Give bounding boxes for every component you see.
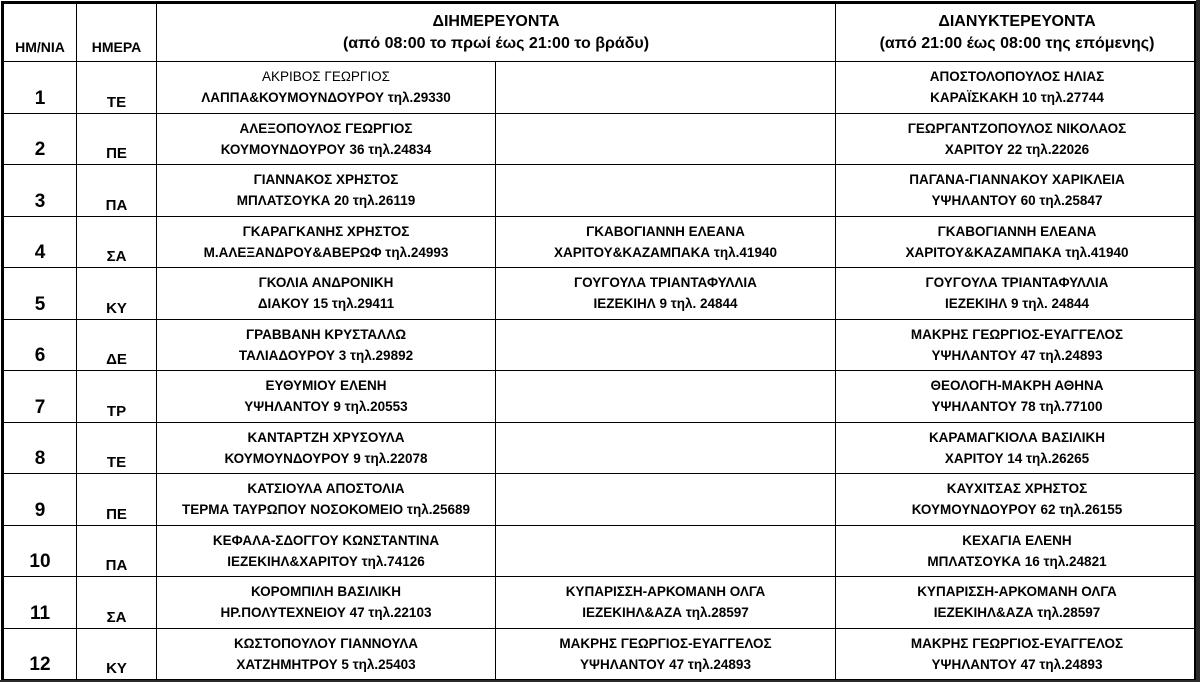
- pharmacy-address-phone: ΧΑΤΖΗΜΗΤΡΟΥ 5 τηλ.25403: [236, 656, 416, 672]
- daytime-pharmacy-primary: [157, 113, 496, 165]
- pharmacy-name: ΑΛΕΞΟΠΟΥΛΟΣ ΓΕΩΡΓΙΟΣ: [239, 120, 413, 136]
- row-day: ΤΡ: [77, 371, 157, 423]
- table-row: [4, 268, 1199, 320]
- table-row: [4, 113, 1199, 165]
- pharmacy-address-phone: ΤΕΡΜΑ ΤΑΥΡΩΠΟΥ ΝΟΣΟΚΟΜΕΙΟ τηλ.25689: [181, 502, 471, 518]
- daytime-pharmacy-primary: [157, 577, 496, 629]
- pharmacy-name: ΜΑΚΡΗΣ ΓΕΩΡΓΙΟΣ-ΕΥΑΓΓΕΛΟΣ: [910, 635, 1124, 651]
- daytime-pharmacy-secondary: [496, 525, 836, 577]
- pharmacy-address-phone: ΧΑΡΙΤΟΥ 14 τηλ.26265: [944, 450, 1090, 466]
- pharmacy-name: ΓΟΥΓΟΥΛΑ ΤΡΙΑΝΤΑΦΥΛΛΙΑ: [925, 275, 1109, 291]
- night-pharmacy: [836, 319, 1199, 371]
- pharmacy-address-phone: ΥΨΗΛΑΝΤΟΥ 78 τηλ.77100: [931, 399, 1103, 415]
- pharmacy-address-phone: ΚΑΡΑΪΣΚΑΚΗ 10 τηλ.27744: [930, 90, 1104, 106]
- header-daytime: [157, 4, 836, 62]
- daytime-pharmacy-secondary: [496, 474, 836, 526]
- pharmacy-name: ΚΑΡΑΜΑΓΚΙΟΛΑ ΒΑΣΙΛΙΚΗ: [928, 429, 1106, 445]
- pharmacy-name: ΓΚΑΒΟΓΙΑΝΝΗ ΕΛΕΑΝΑ: [937, 223, 1097, 239]
- daytime-pharmacy-secondary: [496, 371, 836, 423]
- pharmacy-address-phone: ΜΠΛΑΤΣΟΥΚΑ 16 τηλ.24821: [927, 553, 1107, 569]
- row-date: 2: [4, 113, 77, 165]
- row-day: ΣΑ: [77, 577, 157, 629]
- daytime-pharmacy-primary: [157, 422, 496, 474]
- row-date: 4: [4, 216, 77, 268]
- row-date: 1: [4, 62, 77, 114]
- pharmacy-name: ΜΑΚΡΗΣ ΓΕΩΡΓΙΟΣ-ΕΥΑΓΓΕΛΟΣ: [559, 635, 772, 651]
- night-pharmacy: [836, 525, 1199, 577]
- pharmacy-address-phone: ΥΨΗΛΑΝΤΟΥ 60 τηλ.25847: [931, 193, 1103, 209]
- pharmacy-name: ΑΠΟΣΤΟΛΟΠΟΥΛΟΣ ΗΛΙΑΣ: [929, 69, 1105, 85]
- pharmacy-address-phone: ΙΕΖΕΚΙΗΛ&ΑΖΑ τηλ.28597: [933, 605, 1101, 621]
- pharmacy-duty-table: [3, 3, 1199, 680]
- night-pharmacy: [836, 628, 1199, 680]
- night-pharmacy: [836, 62, 1199, 114]
- pharmacy-name: ΚΑΥΧΙΤΣΑΣ ΧΡΗΣΤΟΣ: [946, 481, 1088, 497]
- pharmacy-schedule-frame: [1, 1, 1196, 681]
- daytime-pharmacy-secondary: [496, 165, 836, 217]
- header-daytime-title: ΔΙΗΜΕΡΕΥΟΝΤΑ: [432, 12, 560, 30]
- pharmacy-name: ΑΚΡΙΒΟΣ ΓΕΩΡΓΙΟΣ: [262, 69, 390, 85]
- pharmacy-name: ΠΑΓΑΝΑ-ΓΙΑΝΝΑΚΟΥ ΧΑΡΙΚΛΕΙΑ: [909, 172, 1125, 188]
- pharmacy-name: ΚΑΝΤΑΡΤΖΗ ΧΡΥΣΟΥΛΑ: [247, 429, 405, 445]
- table-row: [4, 216, 1199, 268]
- header-night: [836, 4, 1199, 62]
- pharmacy-address-phone: ΥΨΗΛΑΝΤΟΥ 47 τηλ.24893: [931, 347, 1103, 363]
- row-date: 9: [4, 474, 77, 526]
- header-row: [4, 4, 1199, 62]
- right-edge-strip: [1196, 0, 1200, 682]
- table-row: [4, 525, 1199, 577]
- daytime-pharmacy-primary: [157, 371, 496, 423]
- row-date: 12: [4, 628, 77, 680]
- table-row: [4, 62, 1199, 114]
- daytime-pharmacy-primary: [157, 216, 496, 268]
- daytime-pharmacy-secondary: [496, 216, 836, 268]
- daytime-pharmacy-primary: [157, 165, 496, 217]
- daytime-pharmacy-primary: [157, 474, 496, 526]
- row-day: ΔΕ: [77, 319, 157, 371]
- daytime-pharmacy-secondary: [496, 422, 836, 474]
- header-day: ΗΜΕΡΑ: [77, 4, 157, 62]
- header-night-title: ΔΙΑΝΥΚΤΕΡΕΥΟΝΤΑ: [938, 12, 1096, 30]
- pharmacy-address-phone: ΙΕΖΕΚΙΗΛ 9 τηλ. 24844: [593, 296, 738, 312]
- daytime-pharmacy-primary: [157, 319, 496, 371]
- pharmacy-address-phone: ΚΟΥΜΟΥΝΔΟΥΡΟΥ 36 τηλ.24834: [220, 141, 432, 157]
- pharmacy-address-phone: ΙΕΖΕΚΙΗΛ&ΧΑΡΙΤΟΥ τηλ.74126: [227, 553, 425, 569]
- row-date: 8: [4, 422, 77, 474]
- pharmacy-address-phone: ΧΑΡΙΤΟΥ&ΚΑΖΑΜΠΑΚΑ τηλ.41940: [554, 244, 777, 260]
- table-row: [4, 319, 1199, 371]
- daytime-pharmacy-secondary: [496, 268, 836, 320]
- pharmacy-name: ΚΩΣΤΟΠΟΥΛΟΥ ΓΙΑΝΝΟΥΛΑ: [233, 635, 419, 651]
- row-date: 5: [4, 268, 77, 320]
- pharmacy-name: ΚΕΧΑΓΙΑ ΕΛΕΝΗ: [962, 532, 1072, 548]
- pharmacy-address-phone: ΥΨΗΛΑΝΤΟΥ 47 τηλ.24893: [580, 656, 751, 672]
- daytime-pharmacy-secondary: [496, 62, 836, 114]
- row-day: ΚΥ: [77, 268, 157, 320]
- table-row: [4, 165, 1199, 217]
- row-day: ΠΕ: [77, 474, 157, 526]
- row-day: ΠΕ: [77, 113, 157, 165]
- table-row: [4, 422, 1199, 474]
- pharmacy-name: ΜΑΚΡΗΣ ΓΕΩΡΓΙΟΣ-ΕΥΑΓΓΕΛΟΣ: [910, 326, 1124, 342]
- pharmacy-address-phone: ΙΕΖΕΚΙΗΛ&ΑΖΑ τηλ.28597: [582, 605, 749, 621]
- pharmacy-name: ΚΟΡΟΜΠΙΛΗ ΒΑΣΙΛΙΚΗ: [251, 584, 401, 600]
- pharmacy-name: ΓΚΟΛΙΑ ΑΝΔΡΟΝΙΚΗ: [258, 275, 394, 291]
- table-row: [4, 371, 1199, 423]
- night-pharmacy: [836, 474, 1199, 526]
- pharmacy-address-phone: ΚΟΥΜΟΥΝΔΟΥΡΟΥ 9 τηλ.22078: [224, 450, 428, 466]
- night-pharmacy: [836, 268, 1199, 320]
- night-pharmacy: [836, 577, 1199, 629]
- pharmacy-name: ΓΚΑΡΑΓΚΑΝΗΣ ΧΡΗΣΤΟΣ: [242, 223, 410, 239]
- pharmacy-address-phone: ΔΙΑΚΟΥ 15 τηλ.29411: [257, 296, 395, 312]
- pharmacy-name: ΘΕΟΛΟΓΗ-ΜΑΚΡΗ ΑΘΗΝΑ: [930, 378, 1104, 394]
- row-day: ΤΕ: [77, 422, 157, 474]
- pharmacy-name: ΚΥΠΑΡΙΣΣΗ-ΑΡΚΟΜΑΝΗ ΟΛΓΑ: [565, 584, 766, 600]
- night-pharmacy: [836, 422, 1199, 474]
- row-day: ΠΑ: [77, 525, 157, 577]
- row-date: 7: [4, 371, 77, 423]
- pharmacy-address-phone: ΥΨΗΛΑΝΤΟΥ 47 τηλ.24893: [931, 656, 1103, 672]
- daytime-pharmacy-secondary: [496, 628, 836, 680]
- pharmacy-address-phone: ΜΠΛΑΤΣΟΥΚΑ 20 τηλ.26119: [236, 193, 416, 209]
- header-date: ΗΜ/ΝΙΑ: [4, 4, 77, 62]
- pharmacy-name: ΓΟΥΓΟΥΛΑ ΤΡΙΑΝΤΑΦΥΛΛΙΑ: [574, 275, 757, 291]
- pharmacy-address-phone: ΤΑΛΙΑΔΟΥΡΟΥ 3 τηλ.29892: [238, 347, 414, 363]
- daytime-pharmacy-primary: [157, 268, 496, 320]
- table-row: [4, 474, 1199, 526]
- row-day: ΠΑ: [77, 165, 157, 217]
- row-day: ΣΑ: [77, 216, 157, 268]
- row-date: 6: [4, 319, 77, 371]
- row-day: ΚΥ: [77, 628, 157, 680]
- pharmacy-address-phone: ΥΨΗΛΑΝΤΟΥ 9 τηλ.20553: [244, 399, 408, 415]
- pharmacy-name: ΕΥΘΥΜΙΟΥ ΕΛΕΝΗ: [265, 378, 387, 394]
- pharmacy-address-phone: ΛΑΠΠΑ&ΚΟΥΜΟΥΝΔΟΥΡΟΥ τηλ.29330: [201, 90, 451, 106]
- daytime-pharmacy-primary: [157, 628, 496, 680]
- pharmacy-address-phone: ΚΟΥΜΟΥΝΔΟΥΡΟΥ 62 τηλ.26155: [911, 502, 1123, 518]
- daytime-pharmacy-primary: [157, 62, 496, 114]
- pharmacy-name: ΓΙΑΝΝΑΚΟΣ ΧΡΗΣΤΟΣ: [253, 172, 399, 188]
- pharmacy-name: ΚΑΤΣΙΟΥΛΑ ΑΠΟΣΤΟΛΙΑ: [247, 481, 405, 497]
- row-date: 11: [4, 577, 77, 629]
- night-pharmacy: [836, 165, 1199, 217]
- table-row: [4, 628, 1199, 680]
- pharmacy-address-phone: ΙΕΖΕΚΙΗΛ 9 τηλ. 24844: [944, 296, 1090, 312]
- row-date: 10: [4, 525, 77, 577]
- pharmacy-name: ΓΕΩΡΓΑΝΤΖΟΠΟΥΛΟΣ ΝΙΚΟΛΑΟΣ: [907, 120, 1127, 136]
- pharmacy-name: ΓΡΑΒΒΑΝΗ ΚΡΥΣΤΑΛΛΩ: [245, 326, 407, 342]
- night-pharmacy: [836, 371, 1199, 423]
- pharmacy-name: ΚΕΦΑΛΑ-ΣΔΟΓΓΟΥ ΚΩΝΣΤΑΝΤΙΝΑ: [212, 532, 440, 548]
- pharmacy-address-phone: ΧΑΡΙΤΟΥ 22 τηλ.22026: [944, 141, 1090, 157]
- daytime-pharmacy-secondary: [496, 577, 836, 629]
- daytime-pharmacy-primary: [157, 525, 496, 577]
- pharmacy-name: ΚΥΠΑΡΙΣΣΗ-ΑΡΚΟΜΑΝΗ ΟΛΓΑ: [917, 584, 1117, 600]
- table-row: [4, 577, 1199, 629]
- header-daytime-subtitle: (από 08:00 το πρωί έως 21:00 το βράδυ): [342, 34, 650, 52]
- daytime-pharmacy-secondary: [496, 319, 836, 371]
- pharmacy-address-phone: ΗΡ.ΠΟΛΥΤΕΧΝΕΙΟΥ 47 τηλ.22103: [220, 605, 432, 621]
- row-day: ΤΕ: [77, 62, 157, 114]
- pharmacy-name: ΓΚΑΒΟΓΙΑΝΝΗ ΕΛΕΑΝΑ: [586, 223, 745, 239]
- daytime-pharmacy-secondary: [496, 113, 836, 165]
- header-night-subtitle: (από 21:00 έως 08:00 της επόμενης): [879, 34, 1155, 52]
- night-pharmacy: [836, 113, 1199, 165]
- night-pharmacy: [836, 216, 1199, 268]
- row-date: 3: [4, 165, 77, 217]
- pharmacy-address-phone: ΧΑΡΙΤΟΥ&ΚΑΖΑΜΠΑΚΑ τηλ.41940: [905, 244, 1129, 260]
- pharmacy-address-phone: Μ.ΑΛΕΞΑΝΔΡΟΥ&ΑΒΕΡΩΦ τηλ.24993: [203, 244, 449, 260]
